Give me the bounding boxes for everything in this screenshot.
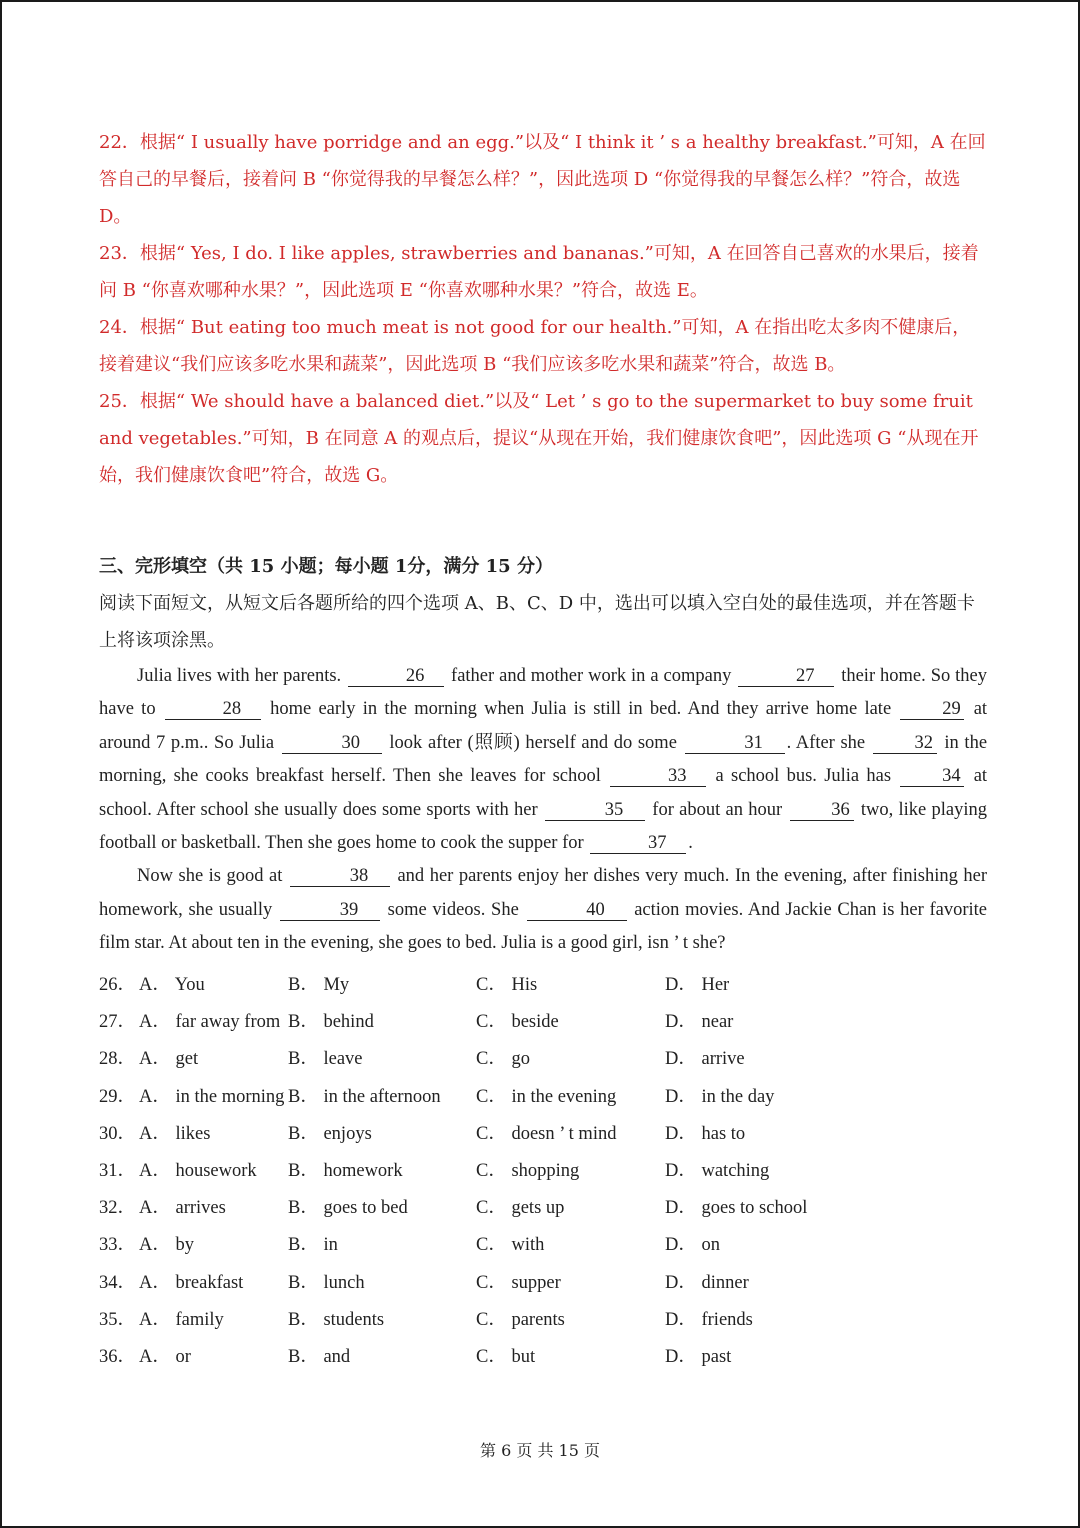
option-a: A． far away from bbox=[139, 1012, 281, 1033]
section-instruction: 阅读下面短文，从短文后各题所给的四个选项 A、B、C、D 中，选出可以填入空白处的最佳选项，并在答题卡上将该项涂黑。 bbox=[99, 593, 975, 651]
option-c: C． supper bbox=[476, 1272, 561, 1293]
question-number: 28． bbox=[99, 1049, 137, 1070]
blank-35: 35 bbox=[545, 800, 645, 821]
question-number: 30． bbox=[99, 1123, 137, 1144]
passage-paragraph-2 bbox=[99, 860, 987, 960]
blank-36: 36 bbox=[790, 800, 854, 821]
option-row-28 bbox=[99, 1038, 987, 1075]
option-b: B． enjoys bbox=[288, 1123, 372, 1144]
blank-31: 31 bbox=[685, 733, 785, 754]
passage-text: for about an hour bbox=[652, 799, 783, 820]
passage-text: at around 7 p.m.. So Julia bbox=[99, 699, 988, 753]
option-c: C． go bbox=[476, 1049, 530, 1070]
page-footer: 第 6 页 共 15 页 bbox=[480, 1441, 600, 1460]
blank-37: 37 bbox=[590, 833, 686, 854]
passage-text: . After she bbox=[786, 732, 866, 753]
option-row-34 bbox=[99, 1262, 987, 1299]
option-a: A． housework bbox=[139, 1160, 257, 1181]
option-c: C． with bbox=[476, 1235, 545, 1256]
option-d: D． Her bbox=[665, 975, 730, 995]
option-b: B． homework bbox=[288, 1160, 403, 1181]
section-title: 三、完形填空（共 15 小题；每小题 1分，满分 15 分） bbox=[99, 556, 553, 577]
option-a: A． You bbox=[139, 975, 205, 995]
option-d: D． goes to school bbox=[665, 1198, 808, 1219]
option-row-33 bbox=[99, 1224, 987, 1261]
question-number: 31． bbox=[99, 1160, 137, 1181]
blank-39: 39 bbox=[280, 900, 380, 921]
option-c: C． doesn ’ t mind bbox=[476, 1123, 617, 1144]
option-row-36 bbox=[99, 1336, 987, 1373]
passage-text: look after (照顾) herself and do some bbox=[389, 732, 677, 753]
passage-text: Julia lives with her parents. bbox=[137, 666, 342, 686]
option-c: C． His bbox=[476, 975, 538, 995]
option-c: C． but bbox=[476, 1346, 536, 1367]
question-number: 27． bbox=[99, 1012, 137, 1033]
passage-text: a school bus. Julia has bbox=[715, 766, 892, 787]
option-d: D． near bbox=[665, 1012, 734, 1033]
option-b: B． and bbox=[288, 1346, 351, 1367]
option-a: A． in the morning bbox=[139, 1086, 285, 1107]
passage-text: some videos. She bbox=[387, 899, 519, 920]
question-number: 29． bbox=[99, 1086, 137, 1107]
blank-29: 29 bbox=[900, 699, 964, 720]
option-c: C． beside bbox=[476, 1012, 559, 1033]
option-d: D． dinner bbox=[665, 1272, 749, 1293]
question-number: 26． bbox=[99, 975, 137, 995]
option-a: A． breakfast bbox=[139, 1272, 244, 1293]
option-b: B． goes to bed bbox=[288, 1198, 408, 1219]
option-row-32 bbox=[99, 1187, 987, 1224]
cloze-passage bbox=[99, 660, 987, 961]
option-a: A． or bbox=[139, 1346, 191, 1367]
option-d: D． has to bbox=[665, 1123, 746, 1144]
passage-text: . bbox=[688, 833, 693, 854]
question-number: 34． bbox=[99, 1272, 137, 1293]
blank-33: 33 bbox=[610, 766, 706, 787]
option-row-29 bbox=[99, 1076, 987, 1113]
question-number: 33． bbox=[99, 1235, 137, 1256]
option-b: B． in bbox=[288, 1235, 338, 1256]
option-a: A． get bbox=[139, 1049, 199, 1070]
option-row-35 bbox=[99, 1299, 987, 1336]
option-row-27 bbox=[99, 1001, 987, 1038]
option-row-31 bbox=[99, 1150, 987, 1187]
cloze-section-header bbox=[99, 548, 987, 659]
explanation-22: 22．根据“ I usually have porridge and an egg.”以及“ I think it ’ s a healthy breakfast.”可知，A 在回答自己的早餐后，接着问 B “你觉得我的早餐怎么样？”，因此选项 D “你觉得我的早餐怎么样？”符合，故选 D。 bbox=[99, 132, 986, 227]
option-a: A． arrives bbox=[139, 1198, 226, 1219]
option-b: B． students bbox=[288, 1309, 385, 1330]
blank-38: 38 bbox=[290, 866, 390, 887]
option-c: C． parents bbox=[476, 1309, 565, 1330]
question-number: 36． bbox=[99, 1346, 137, 1367]
explanation-24: 24．根据“ But eating too much meat is not good for our health.”可知，A 在指出吃太多肉不健康后，接着建议“我们应该多吃水果和蔬菜”，因此选项 B “我们应该多吃水果和蔬菜”符合，故选 B。 bbox=[99, 317, 971, 375]
option-a: A． by bbox=[139, 1235, 194, 1256]
passage-text: at school. After school she usually does some sports with her bbox=[99, 766, 988, 820]
answer-explanations bbox=[99, 124, 987, 494]
passage-text: and her parents enjoy her dishes very much. In the evening, after finishing her homework, she usually bbox=[99, 866, 988, 920]
option-d: D． friends bbox=[665, 1309, 753, 1330]
answer-options bbox=[99, 964, 987, 1373]
option-a: A． family bbox=[139, 1309, 224, 1330]
option-b: B． lunch bbox=[288, 1272, 365, 1293]
option-b: B． behind bbox=[288, 1012, 374, 1033]
option-a: A． likes bbox=[139, 1123, 211, 1144]
explanation-23: 23．根据“ Yes, I do. I like apples, strawberries and bananas.”可知，A 在回答自己喜欢的水果后，接着问 B “你喜欢哪种水果？”，因此选项 E “你喜欢哪种水果？”符合，故选 E。 bbox=[99, 243, 979, 301]
passage-text: action movies. And Jackie Chan is her favorite film star. At about ten in the evening, she goes to bed. Julia is a good girl, isn ’ t she? bbox=[99, 899, 987, 954]
option-row-30 bbox=[99, 1113, 987, 1150]
question-number: 32． bbox=[99, 1198, 137, 1219]
blank-34: 34 bbox=[900, 766, 964, 787]
blank-26: 26 bbox=[348, 666, 444, 687]
option-d: D． watching bbox=[665, 1160, 770, 1181]
blank-27: 27 bbox=[738, 666, 834, 687]
option-b: B． My bbox=[288, 975, 350, 995]
passage-text: Now she is good at bbox=[137, 866, 283, 887]
blank-32: 32 bbox=[873, 733, 937, 754]
blank-40: 40 bbox=[527, 900, 627, 921]
option-c: C． gets up bbox=[476, 1198, 565, 1219]
blank-30: 30 bbox=[282, 733, 382, 754]
option-row-26 bbox=[99, 964, 987, 1001]
passage-text: father and mother work in a company bbox=[451, 666, 732, 686]
option-b: B． in the afternoon bbox=[288, 1086, 441, 1107]
option-d: D． arrive bbox=[665, 1049, 745, 1070]
explanation-25: 25．根据“ We should have a balanced diet.”以及“ Let ’ s go to the supermarket to buy some fruit and vegetables.”可知，B 在同意 A 的观点后，提议“从现在开始，我们健康饮食吧”，因此选项 G “从现在开始，我们健康饮食吧”符合，故选 G。 bbox=[99, 391, 979, 486]
passage-text: in the morning, she cooks breakfast herself. Then she leaves for school bbox=[99, 732, 988, 787]
option-c: C． shopping bbox=[476, 1160, 580, 1181]
option-d: D． in the day bbox=[665, 1086, 775, 1107]
passage-text: their home. So they have to bbox=[99, 666, 988, 720]
question-number: 35． bbox=[99, 1309, 137, 1330]
option-b: B． leave bbox=[288, 1049, 363, 1070]
option-d: D． on bbox=[665, 1235, 720, 1256]
passage-paragraph-1 bbox=[99, 660, 987, 860]
passage-text: two, like playing football or basketball. Then she goes home to cook the supper for bbox=[99, 799, 988, 854]
passage-text: home early in the morning when Julia is still in bed. And they arrive home late bbox=[270, 699, 892, 720]
blank-28: 28 bbox=[165, 699, 261, 720]
option-d: D． past bbox=[665, 1346, 732, 1367]
option-c: C． in the evening bbox=[476, 1086, 617, 1107]
